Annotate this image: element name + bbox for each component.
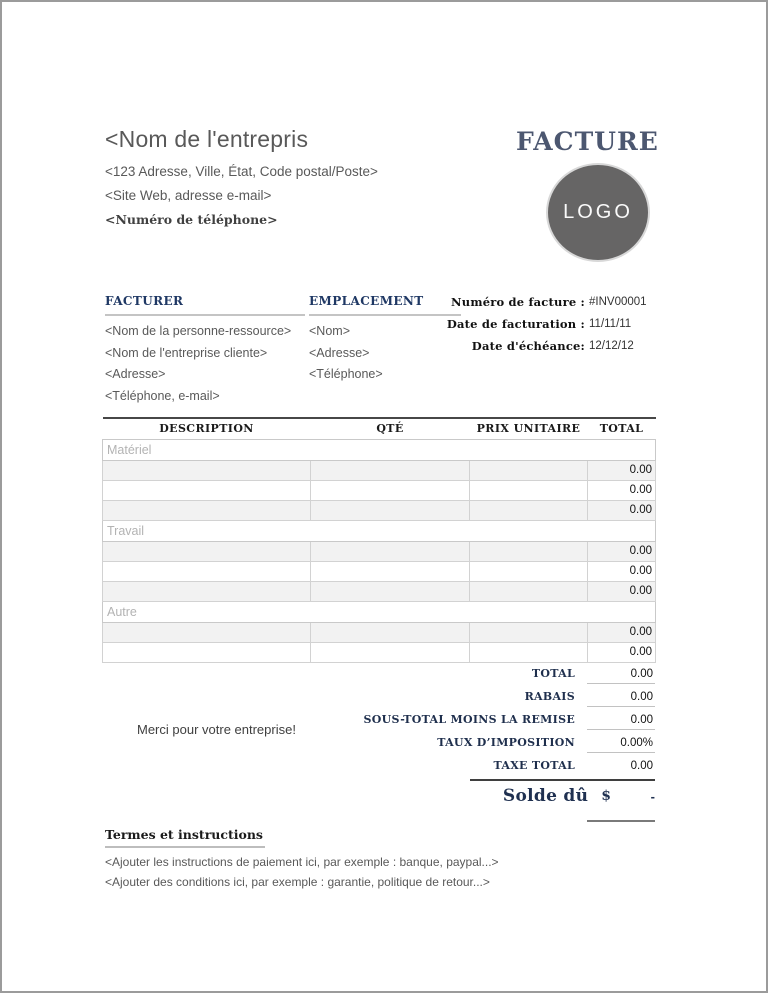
item-unit-price-cell [470, 480, 588, 500]
discount-label: RABAIS [524, 690, 575, 703]
company-block [105, 126, 505, 236]
item-description-cell [103, 581, 311, 601]
terms-section [105, 826, 585, 888]
tax-rate-label: TAUX D’IMPOSITION [437, 736, 575, 749]
subtotal-label: SOUS-TOTAL MOINS LA REMISE [363, 713, 575, 726]
total-label: TOTAL [531, 667, 575, 680]
item-qty-cell [311, 561, 470, 581]
item-total-cell: 0.00 [588, 480, 656, 500]
section-label: Travail [103, 520, 656, 541]
item-total-cell: 0.00 [588, 541, 656, 561]
item-unit-price-cell [470, 642, 588, 662]
totals-row-sous-total [355, 708, 655, 731]
company-phone: <Numéro de téléphone> [105, 212, 278, 227]
item-description-cell [103, 541, 311, 561]
invoice-date-value: 11/11/11 [589, 317, 632, 330]
totals-row-total [355, 662, 655, 685]
tax-rate-value: 0.00% [587, 733, 655, 753]
due-date-row [432, 338, 655, 353]
invoice-date-label: Date de facturation : [446, 316, 585, 331]
due-date-label: Date d'échéance: [471, 338, 585, 353]
item-qty-cell [311, 642, 470, 662]
section-row-travail [103, 520, 656, 541]
invoice-number-value: #INV00001 [589, 295, 647, 308]
company-name: <Nom de l'entrepris [105, 126, 309, 152]
item-total-cell: 0.00 [588, 561, 656, 581]
item-row [103, 561, 656, 581]
item-description-cell [103, 622, 311, 642]
header-unit-price: PRIX UNITAIRE [470, 418, 588, 439]
terms-conditions: <Ajouter des conditions ici, par exemple : garantie, politique de retour...> [105, 875, 490, 889]
item-description-cell [103, 460, 311, 480]
thanks-message: Merci pour votre entreprise! [137, 722, 296, 737]
invoice-date-row [432, 316, 655, 331]
item-qty-cell [311, 581, 470, 601]
item-unit-price-cell [470, 541, 588, 561]
item-qty-cell [311, 480, 470, 500]
balance-due-value: - [650, 788, 655, 804]
item-unit-price-cell [470, 500, 588, 520]
currency-symbol: $ [601, 788, 611, 804]
totals-row-rabais [355, 685, 655, 708]
emplacement-address: <Adresse> [309, 345, 370, 360]
terms-title: Termes et instructions [105, 827, 265, 848]
header-qty: QTÉ [311, 418, 470, 439]
totals-divider-rule [470, 779, 655, 781]
item-unit-price-cell [470, 622, 588, 642]
balance-due-row [455, 786, 655, 806]
header-total: TOTAL [588, 418, 656, 439]
items-table-wrapper [102, 417, 656, 663]
item-description-cell [103, 500, 311, 520]
item-unit-price-cell [470, 581, 588, 601]
emplacement-phone: <Téléphone> [309, 367, 383, 381]
item-row [103, 622, 656, 642]
section-row-autre [103, 601, 656, 622]
balance-due-label: Solde dû [502, 786, 589, 806]
header-description: DESCRIPTION [103, 418, 311, 439]
item-qty-cell [311, 541, 470, 561]
company-web-email: <Site Web, adresse e-mail> [105, 188, 272, 203]
company-address: <123 Adresse, Ville, État, Code postal/Poste> [105, 164, 378, 179]
item-unit-price-cell [470, 460, 588, 480]
item-row [103, 541, 656, 561]
subtotal-value: 0.00 [587, 710, 655, 730]
invoice-title: FACTURE [516, 127, 659, 156]
tax-total-label: TAXE TOTAL [493, 759, 575, 772]
section-label: Matériel [103, 439, 656, 460]
totals-row-taxe-total [355, 754, 655, 777]
facturer-contact-name: <Nom de la personne-ressource> [105, 324, 292, 338]
total-value: 0.00 [587, 664, 655, 684]
due-date-value: 12/12/12 [589, 339, 634, 352]
item-row [103, 581, 656, 601]
item-row [103, 460, 656, 480]
totals-block [355, 662, 655, 777]
tax-total-value: 0.00 [630, 760, 653, 772]
item-description-cell [103, 480, 311, 500]
item-row [103, 642, 656, 662]
item-qty-cell [311, 622, 470, 642]
facturer-phone-email: <Téléphone, e-mail> [105, 388, 220, 403]
invoice-details [432, 294, 655, 360]
logo-circle [546, 163, 650, 262]
item-total-cell: 0.00 [588, 581, 656, 601]
section-label: Autre [103, 601, 656, 622]
invoice-number-row [432, 294, 655, 309]
discount-value: 0.00 [587, 687, 655, 707]
item-description-cell [103, 561, 311, 581]
balance-underline [587, 820, 655, 822]
item-row [103, 480, 656, 500]
section-row-materiel [103, 439, 656, 460]
totals-row-taux [355, 731, 655, 754]
item-total-cell: 0.00 [588, 642, 656, 662]
facturer-title: FACTURER [105, 294, 305, 316]
invoice-number-label: Numéro de facture : [451, 294, 585, 309]
item-total-cell: 0.00 [588, 460, 656, 480]
terms-payment-instructions: <Ajouter les instructions de paiement ici, par exemple : banque, paypal...> [105, 855, 499, 869]
facturer-address: <Adresse> [105, 367, 166, 381]
table-header-row [103, 418, 656, 439]
logo-placeholder-text: LOGO [563, 201, 633, 223]
item-row [103, 500, 656, 520]
item-qty-cell [311, 460, 470, 480]
facturer-client-company: <Nom de l'entreprise cliente> [105, 345, 268, 360]
item-qty-cell [311, 500, 470, 520]
item-unit-price-cell [470, 561, 588, 581]
item-total-cell: 0.00 [588, 622, 656, 642]
emplacement-name: <Nom> [309, 324, 350, 338]
facturer-section [105, 294, 310, 402]
items-table [102, 417, 656, 663]
emplacement-title: EMPLACEMENT [309, 294, 461, 316]
item-total-cell: 0.00 [588, 500, 656, 520]
item-description-cell [103, 642, 311, 662]
